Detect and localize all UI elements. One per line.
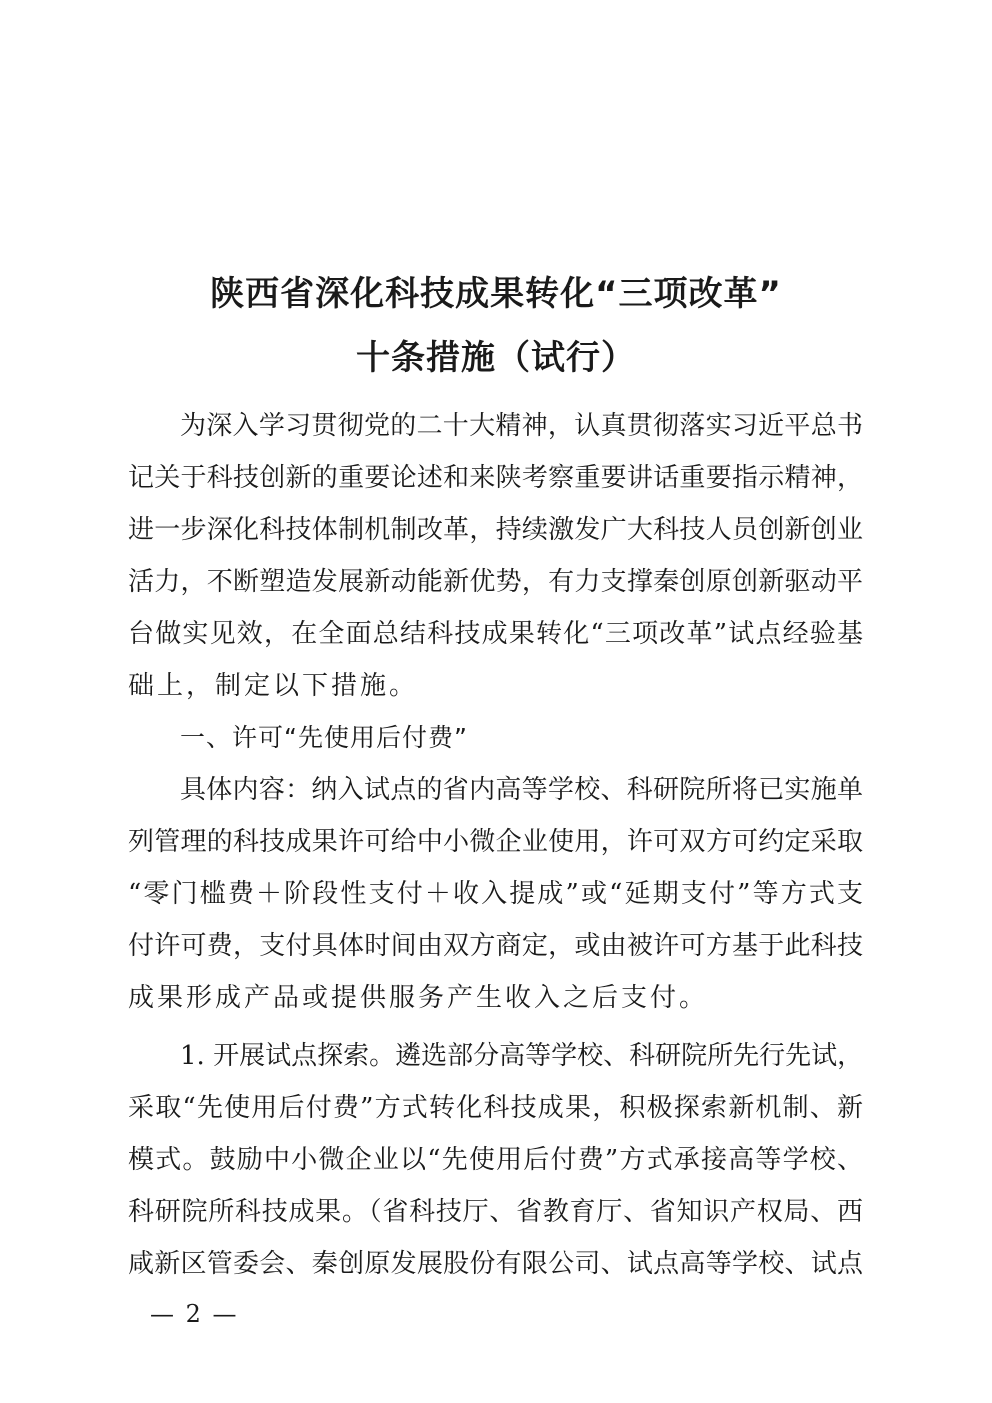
content-label: 具体内容： — [180, 775, 312, 805]
intro-line: 记关于科技创新的重要论述和来陕考察重要讲话重要指示精神， — [128, 463, 863, 493]
content-line: 付许可费，支付具体时间由双方商定，或由被许可方基于此科技 — [128, 931, 863, 961]
section-heading: 一、许可“先使用后付费” — [180, 723, 468, 752]
document-title-line-2: 十条措施（试行） — [356, 338, 636, 378]
intro-line: 础上，制定以下措施。 — [128, 671, 419, 701]
content-line: 成果形成产品或提供服务产生收入之后支付。 — [128, 983, 709, 1013]
item-line: 1. 开展试点探索。遴选部分高等学校、科研院所先行先试， — [180, 1041, 864, 1071]
intro-line: 台做实见效，在全面总结科技成果转化“三项改革”试点经验基 — [128, 619, 863, 649]
item-line: 采取“先使用后付费”方式转化科技成果，积极探索新机制、新 — [128, 1093, 863, 1123]
document-title-line-1: 陕西省深化科技成果转化“三项改革” — [210, 274, 782, 314]
page-number: — 2 — — [150, 1300, 239, 1328]
intro-line: 进一步深化科技体制机制改革，持续激发广大科技人员创新创业 — [128, 515, 863, 545]
item-line: 咸新区管委会、秦创原发展股份有限公司、试点高等学校、试点 — [128, 1249, 863, 1279]
item-line: 模式。鼓励中小微企业以“先使用后付费”方式承接高等学校、 — [128, 1145, 863, 1175]
content-text: 纳入试点的省内高等学校、科研院所将已实施单 — [311, 775, 863, 805]
intro-line: 为深入学习贯彻党的二十大精神，认真贯彻落实习近平总书 — [180, 411, 863, 441]
content-line: 列管理的科技成果许可给中小微企业使用，许可双方可约定采取 — [128, 827, 863, 857]
item-line: 科研院所科技成果。（省科技厅、省教育厅、省知识产权局、西 — [128, 1197, 863, 1227]
intro-line: 活力，不断塑造发展新动能新优势，有力支撑秦创原创新驱动平 — [128, 567, 863, 597]
content-line: “零门槛费＋阶段性支付＋收入提成”或“延期支付”等方式支 — [128, 879, 863, 909]
content-line-first — [180, 764, 863, 816]
